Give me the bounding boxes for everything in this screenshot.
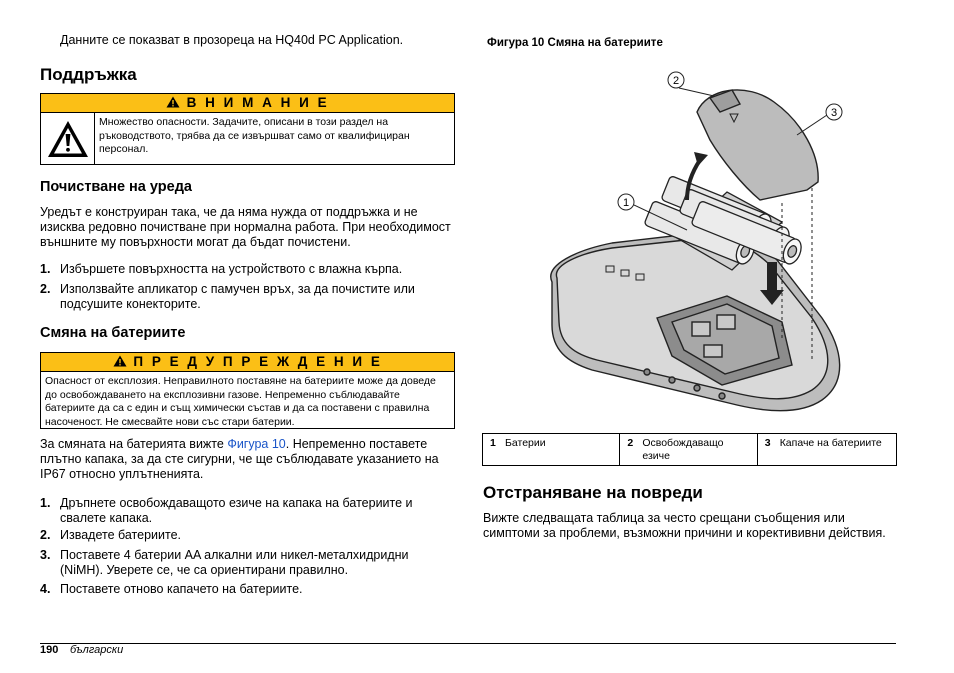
- svg-text:2: 2: [672, 75, 680, 87]
- warning-box: [40, 352, 455, 429]
- legend-cell: 1 Батерии: [483, 434, 620, 465]
- cleaning-heading: Почистване на уреда: [40, 179, 192, 195]
- battery-cover: [697, 90, 818, 200]
- callout-3: [826, 104, 842, 120]
- hazard-icon: [41, 113, 95, 165]
- maintenance-heading: Поддръжка: [40, 65, 137, 84]
- troubleshooting-text: Вижте следващата таблица за често срещани съобщения или симптоми за проблеми, възможни причини и коректививни действия.: [483, 511, 886, 540]
- svg-text:3: 3: [830, 107, 838, 119]
- battery-replacement-figure: [482, 60, 897, 430]
- legend-cell: 3 Капаче на батериите: [764, 437, 882, 449]
- callout-1: [618, 194, 634, 210]
- caution-box: [40, 93, 455, 165]
- footer-language: български: [70, 644, 124, 656]
- warning-triangle-icon: [113, 354, 131, 369]
- caution-text: Множество опасности. Задачите, описани в този раздел на ръководството, трябва да се извършват само от квалифициран персонал.: [99, 116, 410, 155]
- caution-header: [41, 94, 454, 113]
- figure-link[interactable]: Фигура 10: [227, 437, 286, 451]
- warning-text: Опасност от експлозия. Неправилното поставяне на батериите може да доведе до освобождаването на експлозивни газове. Непременно съблюдавайте батериите да са с един и същ химически състав и да са поставени с правилна насоченост. Не смесвайте нови със стари батерии.: [45, 375, 436, 428]
- cleaning-text: Уредът е конструиран така, че да няма нужда от поддръжка и не изисква редовно почистване при нормална работа. При необходимост външните му повърхности могат да бъдат почистени.: [40, 205, 451, 249]
- intro-text: Данните се показват в прозореца на HQ40d PC Application.: [60, 33, 404, 47]
- battery-text: За смяната на батерията вижте Фигура 10. Непременно поставете плътно капака, за да сте сигурни, че ще съблюдавате указанието на IP67 относно уплътненията.: [40, 437, 439, 481]
- page-number: 190: [40, 644, 59, 656]
- callout-2: [668, 72, 684, 88]
- legend-cell: 2 Освобождаващо езиче: [620, 434, 757, 465]
- footer-rule: [40, 643, 896, 644]
- caution-label: В Н И М А Н И Е: [186, 95, 330, 110]
- warning-header: [41, 353, 454, 372]
- svg-text:1: 1: [622, 197, 630, 209]
- warning-label: П Р Е Д У П Р Е Ж Д Е Н И Е: [133, 354, 383, 369]
- figure-caption: Фигура 10 Смяна на батериите: [487, 37, 663, 49]
- troubleshooting-heading: Отстраняване на повреди: [483, 483, 703, 502]
- battery-heading: Смяна на батериите: [40, 325, 186, 341]
- figure-legend: [482, 433, 897, 466]
- warning-triangle-icon: [166, 95, 184, 110]
